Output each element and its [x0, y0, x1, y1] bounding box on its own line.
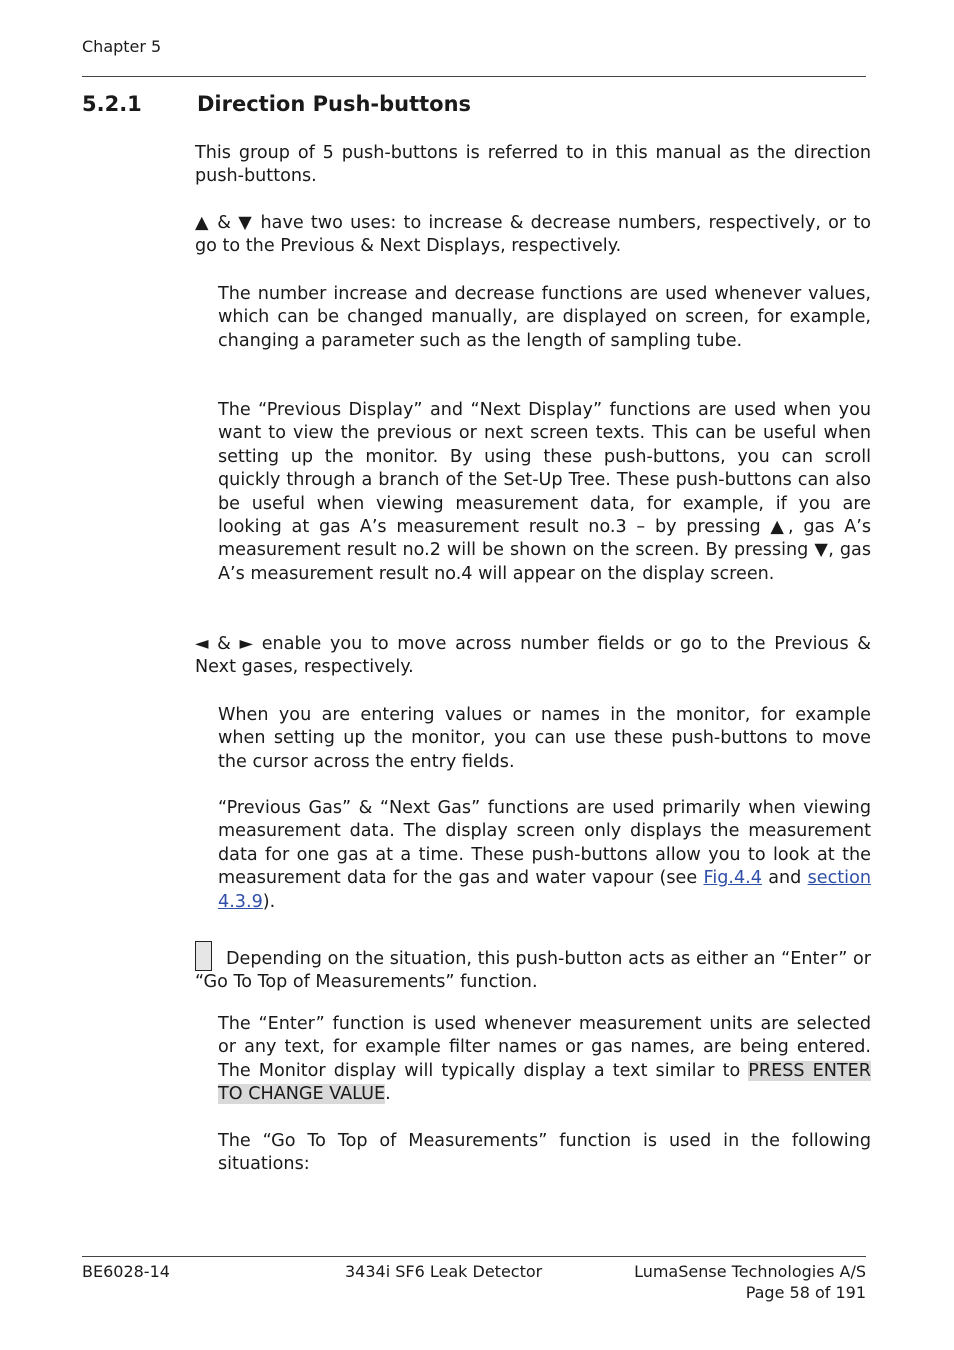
enter-button-text: Depending on the situation, this push-button acts as either an “Enter” or “Go To Top of Measurements” function.	[195, 949, 871, 993]
footer-page-number: Page 58 of 191	[745, 1283, 866, 1302]
paragraph-cursor-move: When you are entering values or names in the monitor, for example when setting up the monitor, you can use these push-buttons to move the cursor across the entry fields.	[218, 705, 871, 772]
paragraph-gas-functions	[218, 797, 871, 914]
gas-functions-join: and	[761, 868, 808, 889]
paragraph-top-of-measurements: The “Go To Top of Measurements” function is used in the following situations:	[218, 1131, 871, 1175]
footer-company: LumaSense Technologies A/S	[634, 1262, 866, 1281]
footer-doc-id: BE6028-14	[82, 1262, 170, 1281]
gas-functions-text: “Previous Gas” & “Next Gas” functions are used primarily when viewing measurement data. The display screen only displays the measurement data for one gas at a time. These push-buttons allow you to look at the measurement data for the gas and water vapour (see	[218, 798, 871, 889]
gas-functions-end: ).	[262, 891, 276, 912]
fig-4-4-link[interactable]: Fig.4.4	[703, 868, 762, 889]
footer-company-block	[634, 1261, 866, 1303]
paragraph-up-down-uses: ▲ & ▼ have two uses: to increase & decrease numbers, respectively, or to go to the Previous & Next Displays, respectively.	[195, 213, 871, 257]
paragraph-display-functions: The “Previous Display” and “Next Display” functions are used when you want to view the previous or next screen texts. This can be useful when setting up the monitor. By using these push-buttons, you can scroll quickly through a branch of the Set-Up Tree. These push-buttons can also be useful when viewing measurement data, for example, if you are looking at gas A’s measurement result no.3 – by pressing ▲, gas A’s measurement result no.2 will be shown on the screen. By pressing ▼, gas A’s measurement result no.4 will appear on the display screen.	[218, 400, 871, 584]
paragraph-intro: This group of 5 push-buttons is referred to in this manual as the direction push-buttons.	[195, 143, 871, 187]
paragraph-enter-button	[195, 941, 871, 995]
header-divider	[82, 76, 866, 77]
paragraph-enter-function	[218, 1013, 871, 1107]
section-number: 5.2.1	[82, 92, 142, 116]
paragraph-left-right-uses: ◄ & ► enable you to move across number fields or go to the Previous & Next gases, respectively.	[195, 634, 871, 678]
enter-button-icon	[195, 941, 212, 971]
enter-function-end: .	[385, 1084, 391, 1105]
enter-function-text: The “Enter” function is used whenever measurement units are selected or any text, for example filter names or gas names, are being entered. The Monitor display will typically display a text similar to	[218, 1014, 871, 1081]
display-text-sample: PRESS ENTER TO CHANGE VALUE	[218, 1060, 872, 1105]
footer-product: 3434i SF6 Leak Detector	[345, 1262, 543, 1281]
chapter-header: Chapter 5	[82, 37, 162, 56]
section-title: Direction Push-buttons	[197, 92, 472, 116]
section-heading	[82, 92, 471, 116]
section-4-3-9-link[interactable]: section 4.3.9	[218, 868, 871, 912]
footer-divider	[82, 1256, 866, 1257]
paragraph-number-functions: The number increase and decrease functions are used whenever values, which can be changed manually, are displayed on screen, for example, changing a parameter such as the length of sampling tube.	[218, 284, 871, 351]
